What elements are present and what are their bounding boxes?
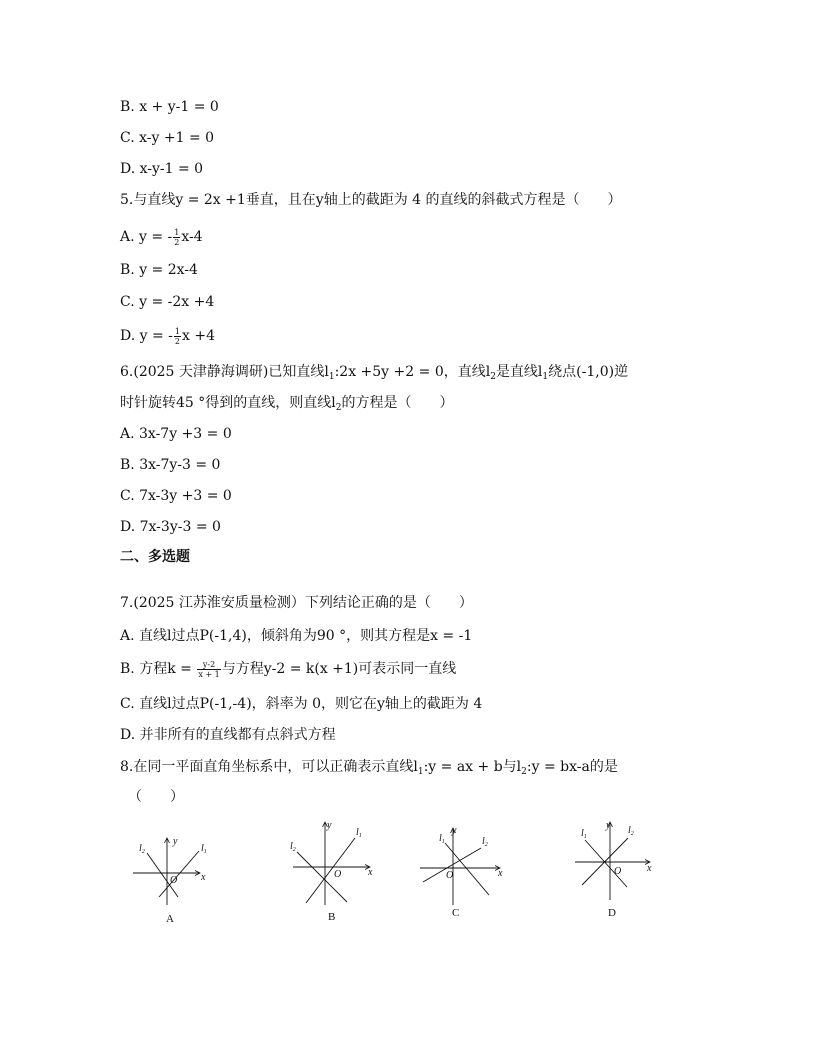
subscript: 2 [335,403,342,413]
l1-letter: l [356,827,359,838]
q7-stem: 7.(2025 江苏淮安质量检测）下列结论正确的是（ ） [120,595,473,611]
section-heading: 二、多选题 [120,549,190,565]
q5-option-c: C. y = -2x +4 [120,294,215,310]
q5-option-a [120,227,203,247]
stem-text: 是直线l [495,364,543,380]
l2-subscript: 2 [484,842,488,848]
fraction [197,660,220,679]
q8-graph-options [120,815,680,930]
q6-option-d: D. 7x-3y-3 = 0 [120,519,221,535]
option-text: D. y = - [120,328,173,344]
l2-letter: l [628,825,631,836]
x-axis-label: x [498,868,503,879]
q7-option-c: C. 直线l过点P(-1,-4)，斜率为 0，则它在y轴上的截距为 4 [120,696,483,712]
line-l1 [159,851,199,897]
option-text: 与方程y-2 = k(x +1)可表示同一直线 [221,661,457,677]
q7-option-a: A. 直线l过点P(-1,4)，倾斜角为90 °，则其方程是x = -1 [120,628,473,644]
l1-label [439,833,445,845]
graph-caption: D [608,907,616,919]
fraction [174,327,181,346]
subscript: 2 [490,372,496,382]
q4-option-d: D. x-y-1 = 0 [120,161,204,177]
fraction-numerator: y-2 [197,660,220,670]
l1-label [356,827,362,839]
l1-letter: l [201,843,204,854]
l1-label [201,843,207,855]
graph-caption: B [328,911,336,923]
x-axis-label: x [647,863,652,874]
l1-letter: l [439,833,442,844]
q4-option-c: C. x-y +1 = 0 [120,130,215,146]
q6-stem-line-2 [120,393,453,413]
l2-label [139,843,145,855]
option-text: B. 方程k = [120,661,197,677]
l2-label [482,836,488,848]
subscript: 2 [521,767,527,777]
fraction-numerator: 1 [174,227,180,237]
l1-subscript: 1 [203,849,207,855]
y-axis-label: y [452,825,457,836]
origin-label: O [334,869,342,880]
y-axis-label: y [606,820,611,831]
graph-caption: C [452,907,460,919]
option-text: x +4 [182,328,215,344]
graph-caption: A [166,913,174,925]
l1-subscript: 1 [358,833,362,839]
stem-text: :y = bx-a的是 [526,759,618,775]
x-axis-label: x [368,867,373,878]
l1-subscript: 1 [583,834,587,840]
fraction [173,228,180,247]
l1-letter: l [581,828,584,839]
line-l1 [585,840,627,887]
origin-label: O [614,866,622,877]
line-l1 [306,838,355,903]
subscript: 1 [417,767,424,777]
l2-letter: l [482,836,485,847]
l2-letter: l [139,843,142,854]
l2-label [290,841,296,853]
fraction-numerator: 1 [174,326,180,336]
l2-letter: l [290,841,293,852]
q6-stem-line-1 [120,362,628,382]
y-axis-label: y [327,820,332,831]
l2-subscript: 2 [292,847,296,853]
q6-option-c: C. 7x-3y +3 = 0 [120,488,232,504]
graph-b [290,820,373,923]
option-text: A. y = - [120,229,173,245]
l2-label [628,825,634,837]
stem-text: :2x +5y +2 = 0，直线l [334,364,491,380]
graph-a [133,836,207,925]
stem-text: :y = ax + b与l [423,759,522,775]
stem-text: 8.在同一平面直角坐标系中，可以正确表示直线l [120,759,418,775]
graph-c [420,825,503,919]
q6-option-a: A. 3x-7y +3 = 0 [120,426,232,442]
q4-option-b: B. x + y-1 = 0 [120,99,219,115]
option-text: x-4 [181,229,203,245]
subscript: 1 [328,372,335,382]
l1-subscript: 1 [441,839,445,845]
stem-text: 6.(2025 天津静海调研)已知直线l [120,364,329,380]
fraction-denominator: x + 1 [198,669,220,679]
q5-option-d [120,326,215,346]
fraction-denominator: 2 [174,336,180,346]
y-axis-label: y [173,836,178,847]
q7-option-b [120,659,456,679]
graph-d [575,820,652,919]
l2-subscript: 2 [630,831,634,837]
q6-option-b: B. 3x-7y-3 = 0 [120,457,221,473]
subscript: 1 [542,372,549,382]
origin-label: O [170,875,178,886]
line-l1 [445,843,489,895]
fraction-denominator: 2 [174,237,180,247]
q8-stem-line-1 [120,757,618,777]
l1-label [581,828,587,840]
q8-stem-line-2: （ ） [128,789,184,805]
q7-option-d: D. 并非所有的直线都有点斜式方程 [120,727,336,743]
stem-text: 绕点(-1,0)逆 [548,364,629,380]
q5-stem: 5.与直线y = 2x +1垂直，且在y轴上的截距为 4 的直线的斜截式方程是（ ） [120,192,622,208]
q5-option-b: B. y = 2x-4 [120,262,198,278]
l2-subscript: 2 [141,849,145,855]
origin-label: O [446,870,454,881]
stem-text: 时针旋转45 °得到的直线，则直线l [120,395,336,411]
stem-text: 的方程是（ ） [341,395,454,411]
x-axis-label: x [201,872,206,883]
line-l2 [582,838,628,885]
